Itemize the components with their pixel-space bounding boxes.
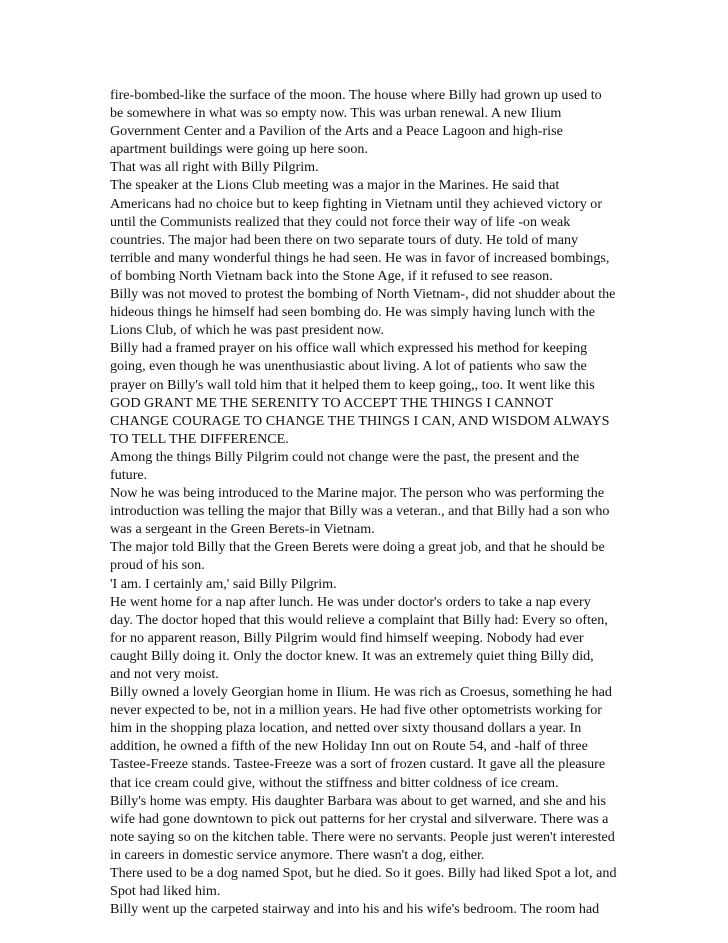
text-line: Billy owned a lovely Georgian home in Ilium. He was rich as Croesus, something he had <box>110 684 612 701</box>
text-line: future. <box>110 466 148 483</box>
text-line: of bombing North Vietnam back into the Stone Age, if it refused to see reason. <box>110 267 553 284</box>
text-line: never expected to be, not in a million years. He had five other optometrists working for <box>110 702 602 719</box>
text-line: Lions Club, of which he was past president now. <box>110 322 384 339</box>
text-line: addition, he owned a fifth of the new Holiday Inn out on Route 54, and -half of three <box>110 738 588 755</box>
text-line: Billy's home was empty. His daughter Barbara was about to get warned, and she and his <box>110 792 606 809</box>
text-line: Spot had liked him. <box>110 883 221 900</box>
text-line: day. The doctor hoped that this would relieve a complaint that Billy had: Every so often, <box>110 611 608 628</box>
text-line: He went home for a nap after lunch. He was under doctor's orders to take a nap every <box>110 593 591 610</box>
text-line: hideous things he himself had seen bombing do. He was simply having lunch with the <box>110 304 595 321</box>
text-line: CHANGE COURAGE TO CHANGE THE THINGS I CAN, AND WISDOM ALWAYS <box>110 412 610 429</box>
text-line: Tastee-Freeze stands. Tastee-Freeze was a sort of frozen custard. It gave all the pleasure <box>110 756 606 773</box>
text-line: prayer on Billy's wall told him that it helped them to keep going,, too. It went like this <box>110 376 595 393</box>
text-line: 'I am. I certainly am,' said Billy Pilgrim. <box>110 575 337 592</box>
text-line: him in the shopping plaza location, and netted over sixty thousand dollars a year. In <box>110 720 582 737</box>
text-line: terrible and many wonderful things he had seen. He was in favor of increased bombings, <box>110 249 610 266</box>
text-line: was a sergeant in the Green Berets-in Vietnam. <box>110 521 375 538</box>
text-line: Billy was not moved to protest the bombing of North Vietnam-, did not shudder about the <box>110 286 616 303</box>
body-text <box>110 86 630 918</box>
text-line: Among the things Billy Pilgrim could not change were the past, the present and the <box>110 448 580 465</box>
text-line: Billy had a framed prayer on his office wall which expressed his method for keeping <box>110 340 588 357</box>
text-line: Government Center and a Pavilion of the Arts and a Peace Lagoon and high-rise <box>110 123 563 140</box>
text-line: proud of his son. <box>110 557 205 574</box>
text-line: that ice cream could give, without the stiffness and bitter coldness of ice cream. <box>110 774 559 791</box>
text-line: Billy went up the carpeted stairway and into his and his wife's bedroom. The room had <box>110 901 600 918</box>
text-line: fire-bombed-like the surface of the moon. The house where Billy had grown up used to <box>110 87 602 103</box>
text-line: The speaker at the Lions Club meeting was a major in the Marines. He said that <box>110 177 560 194</box>
text-line: The major told Billy that the Green Berets were doing a great job, and that he should be <box>110 539 605 556</box>
text-line: and not very moist. <box>110 666 219 682</box>
text-line: That was all right with Billy Pilgrim. <box>110 159 319 176</box>
text-line: GOD GRANT ME THE SERENITY TO ACCEPT THE THINGS I CANNOT <box>110 394 554 411</box>
text-line: in careers in domestic service anymore. There wasn't a dog, either. <box>110 846 485 863</box>
text-line: wife had gone downtown to pick out patterns for her crystal and silverware. There was a <box>110 810 609 827</box>
text-line: There used to be a dog named Spot, but he died. So it goes. Billy had liked Spot a lot, and <box>110 865 617 882</box>
text-line: TO TELL THE DIFFERENCE. <box>110 430 289 447</box>
text-line: be somewhere in what was so empty now. This was urban renewal. A new Ilium <box>110 105 562 122</box>
text-line: apartment buildings were going up here soon. <box>110 141 368 158</box>
text-line: caught Billy doing it. Only the doctor knew. It was an extremely quiet thing Billy did, <box>110 647 594 664</box>
text-line: for no apparent reason, Billy Pilgrim would find himself weeping. Nobody had ever <box>110 629 584 646</box>
text-line: note saying so on the kitchen table. There were no servants. People just weren't interested <box>110 828 615 845</box>
text-line: until the Communists realized that they could not force their way of life -on weak <box>110 213 571 230</box>
text-line: going, even though he was unenthusiastic about living. A lot of patients who saw the <box>110 358 587 375</box>
text-line: introduction was telling the major that Billy was a veteran., and that Billy had a son who <box>110 503 610 520</box>
text-line: Americans had no choice but to keep fighting in Vietnam until they achieved victory or <box>110 195 603 212</box>
text-line: countries. The major had been there on two separate tours of duty. He told of many <box>110 231 579 248</box>
text-line: Now he was being introduced to the Marine major. The person who was performing the <box>110 485 605 502</box>
